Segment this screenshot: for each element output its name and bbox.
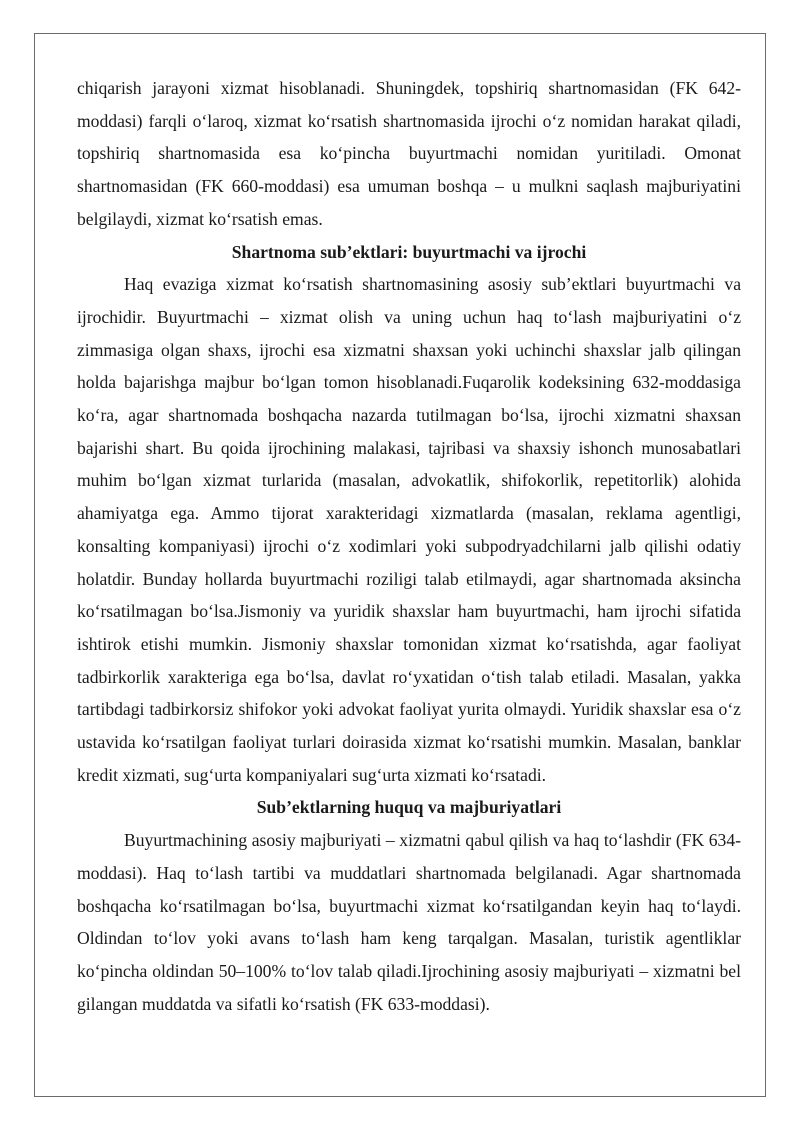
- section-heading-subjects: Shartnoma sub’ektlari: buyurtmachi va ijrochi: [231, 241, 587, 262]
- paragraph-subjects: Haq evaziga xizmat koʻrsatish shartnomasining asosiy sub’ektlari buyurtmachi va ijrochidir. Buyurtmachi – xizmat olish va uning uchun haq toʻlash majburiyatini oʻz zimmasiga olgan shaxs, ijrochi esa xizmatni shaxsan yoki uchinchi shaxslar jalb qilingan holda bajarishga majbur boʻlgan tomon hisoblanadi.Fuqarolik kodeksining 632-moddasiga koʻra, agar shartnomada boshqacha nazarda tutilmagan boʻlsa, ijrochi xizmatni shaxsan bajarishi shart. Bu qoida ijrochining malakasi, tajribasi va shaxsiy ishonch munosabatlari muhim boʻlgan xizmat turlarida (masalan, advokatlik, shifokorlik, repetitorlik) alohida ahamiyatga ega. Ammo tijorat xarakteridagi xizmatlarda (masalan, reklama agentligi, konsalting kompaniyasi) ijrochi oʻz xodimlari yoki subpodryadchilarni jalb qilishi odatiy holatdir. Bunday hollarda buyurtmachi roziligi talab etilmaydi, agar shartnomada aksincha koʻrsatilmagan boʻlsa.Jismoniy va yuridik shaxslar ham buyurtmachi, ham ijrochi sifatida ishtirok etishi mumkin. Jismoniy shaxslar tomonidan xizmat koʻrsatishda, agar faoliyat tadbirkorlik xarakteriga ega boʻlsa, davlat roʻyxatidan oʻtish talab etiladi. Masalan, yakka tartibdagi tadbirkorsiz shifokor yoki advokat faoliyat yurita olmaydi. Yuridik shaxslar esa oʻz ustavida koʻrsatilgan faoliyat turlari doirasida xizmat koʻrsatishi mumkin. Masalan, banklar kredit xizmati, sugʻurta kompaniyalari sugʻurta xizmati koʻrsatadi.: [77, 274, 741, 785]
- document-body: [77, 72, 741, 1020]
- section-heading-rights-duties: Sub’ektlarning huquq va majburiyatlari: [256, 797, 562, 818]
- paragraph-rights-duties: Buyurtmachining asosiy majburiyati – xizmatni qabul qilish va haq toʻlashdir (FK 634-moddasi). Haq toʻlash tartibi va muddatlari shartnomada belgilanadi. Agar shartnomada boshqacha koʻrsatilmagan boʻlsa, buyurtmachi xizmat koʻrsatilgandan keyin haq toʻlaydi. Oldindan toʻlov yoki avans toʻlash ham keng tarqalgan. Masalan, turistik agentliklar koʻpincha oldindan 50–100% toʻlov talab qiladi.Ijrochining asosiy majburiyati – xizmatni bel gilangan muddatda va sifatli koʻrsatish (FK 633-moddasi).: [77, 830, 741, 1014]
- paragraph-intro-continuation: chiqarish jarayoni xizmat hisoblanadi. Shuningdek, topshiriq shartnomasidan (FK 642-moddasi) farqli oʻlaroq, xizmat koʻrsatish shartnomasida ijrochi oʻz nomidan harakat qiladi, topshiriq shartnomasida esa koʻpincha buyurtmachi nomidan yuritiladi. Omonat shartnomasidan (FK 660-moddasi) esa umuman boshqa – u mulkni saqlash majburiyatini belgilaydi, xizmat koʻrsatish emas.: [77, 78, 741, 229]
